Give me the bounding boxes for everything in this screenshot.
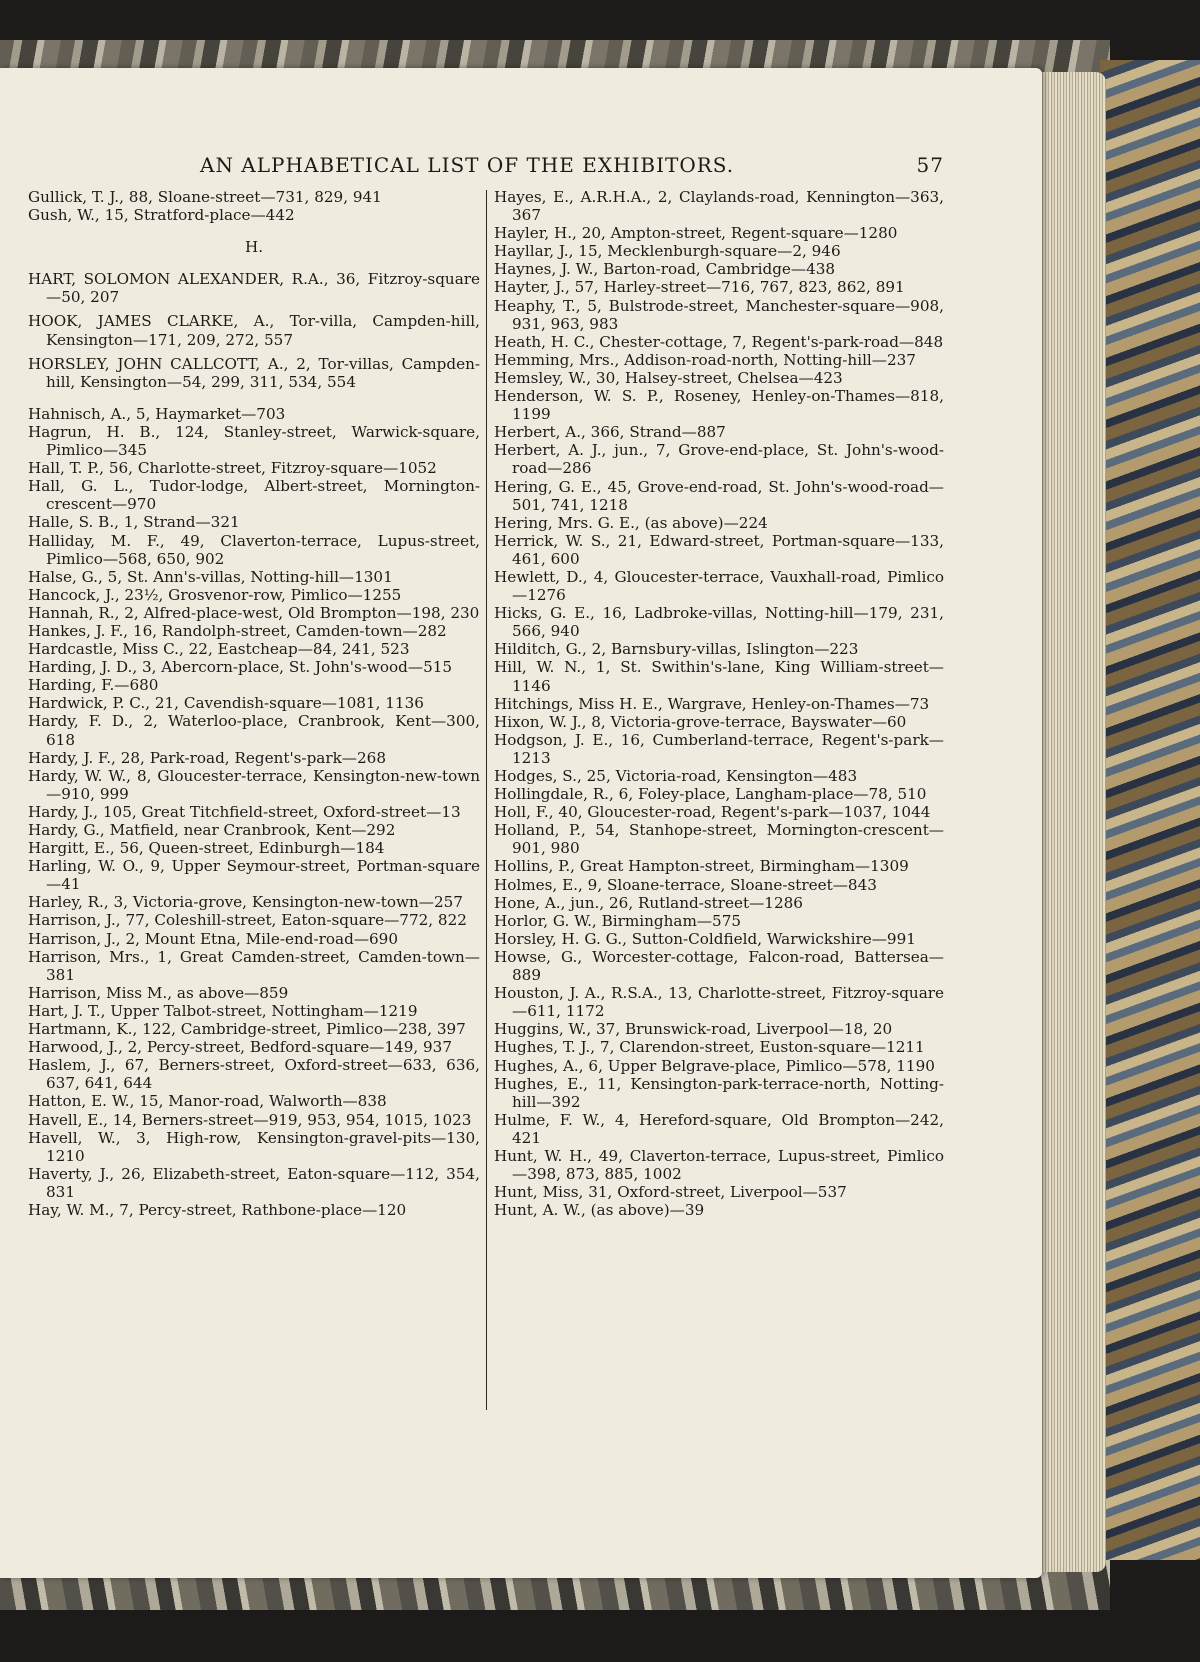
list-item: Hall, T. P., 56, Charlotte-street, Fitzroy-square—1052 (28, 459, 437, 478)
list-item-member: HORSLEY, JOHN CALLCOTT, A., 2, Tor-villas, Campden-hill, Kensington—54, 299, 311, 534, 554 (28, 354, 480, 391)
list-item: Haverty, J., 26, Elizabeth-street, Eaton-square—112, 354, 831 (28, 1164, 480, 1201)
list-item: Hewlett, D., 4, Gloucester-terrace, Vauxhall-road, Pimlico—1276 (494, 567, 944, 605)
list-item: Heaphy, T., 5, Bulstrode-street, Manchester-square—908, 931, 963, 983 (494, 296, 944, 333)
list-item: Hering, G. E., 45, Grove-end-road, St. John's-wood-road—501, 741, 1218 (494, 477, 944, 514)
list-item: Hartmann, K., 122, Cambridge-street, Pimlico—238, 397 (28, 1020, 466, 1039)
list-item: Huggins, W., 37, Brunswick-road, Liverpool—18, 20 (494, 1020, 893, 1039)
list-item: Harley, R., 3, Victoria-grove, Kensington-new-town—257 (28, 893, 463, 912)
list-item: Hixon, W. J., 8, Victoria-grove-terrace, Bayswater—60 (494, 712, 907, 731)
list-item: Hering, Mrs. G. E., (as above)—224 (494, 513, 768, 532)
list-item: Hannah, R., 2, Alfred-place-west, Old Brompton—198, 230 (28, 603, 480, 622)
list-item-member: HART, SOLOMON ALEXANDER, R.A., 36, Fitzroy-square—50, 207 (28, 270, 480, 307)
list-item: Havell, W., 3, High-row, Kensington-gravel-pits—130, 1210 (28, 1128, 480, 1165)
list-item: Herbert, A., 366, Strand—887 (494, 423, 726, 442)
list-item: Holl, F., 40, Gloucester-road, Regent's-park—1037, 1044 (494, 803, 931, 822)
section-letter: H. (244, 238, 264, 257)
list-item: Hayler, H., 20, Ampton-street, Regent-square—1280 (494, 224, 898, 243)
list-item: Hughes, A., 6, Upper Belgrave-place, Pimlico—578, 1190 (494, 1056, 935, 1075)
list-item: Gullick, T. J., 88, Sloane-street—731, 829, 941 (28, 188, 382, 206)
list-item: Harrison, J., 77, Coleshill-street, Eaton-square—772, 822 (28, 911, 467, 930)
list-item: Hughes, T. J., 7, Clarendon-street, Euston-square—1211 (494, 1038, 925, 1057)
list-item: Hardcastle, Miss C., 22, Eastcheap—84, 241, 523 (28, 640, 410, 659)
list-item: Hardy, W. W., 8, Gloucester-terrace, Kensington-new-town—910, 999 (28, 766, 480, 803)
list-item: Hardy, J., 105, Great Titchfield-street, Oxford-street—13 (28, 802, 461, 821)
list-item: Hill, W. N., 1, St. Swithin's-lane, King William-street—1146 (494, 658, 944, 695)
list-item: Hagrun, H. B., 124, Stanley-street, Warwick-square, Pimlico—345 (28, 422, 480, 460)
list-item: Harwood, J., 2, Percy-street, Bedford-square—149, 937 (28, 1038, 452, 1057)
list-item: Hardwick, P. C., 21, Cavendish-square—1081, 1136 (28, 694, 424, 713)
list-item: Hardy, J. F., 28, Park-road, Regent's-park—268 (28, 748, 386, 767)
page-edges (1040, 72, 1106, 1572)
list-item: Hancock, J., 23½, Grosvenor-row, Pimlico—1255 (28, 585, 402, 604)
list-item: Harrison, Miss M., as above—859 (28, 983, 289, 1002)
list-item: Hunt, A. W., (as above)—39 (494, 1201, 705, 1220)
list-item: Hargitt, E., 56, Queen-street, Edinburgh—184 (28, 839, 385, 858)
list-item: Haslem, J., 67, Berners-street, Oxford-street—633, 636, 637, 641, 644 (28, 1056, 480, 1093)
list-item: Harding, F.—680 (28, 676, 159, 695)
list-item: Halle, S. B., 1, Strand—321 (28, 513, 240, 532)
list-item: Hall, G. L., Tudor-lodge, Albert-street, Mornington-crescent—970 (28, 477, 480, 514)
list-item: Hayter, J., 57, Harley-street—716, 767, 823, 862, 891 (494, 278, 905, 297)
list-item: Hicks, G. E., 16, Ladbroke-villas, Notting-hill—179, 231, 566, 940 (494, 604, 944, 641)
left-column (28, 188, 480, 1219)
list-item: Hayllar, J., 15, Mecklenburgh-square—2, 946 (494, 242, 841, 261)
right-column (494, 188, 944, 1219)
list-item-member: HOOK, JAMES CLARKE, A., Tor-villa, Campden-hill, Kensington—171, 209, 272, 557 (28, 312, 480, 349)
list-item: Holland, P., 54, Stanhope-street, Mornington-crescent—901, 980 (494, 821, 944, 858)
header-title: AN ALPHABETICAL LIST OF THE EXHIBITORS. (200, 153, 735, 177)
running-header (28, 153, 948, 179)
list-item: Hitchings, Miss H. E., Wargrave, Henley-on-Thames—73 (494, 694, 930, 713)
list-item: Houston, J. A., R.S.A., 13, Charlotte-street, Fitzroy-square—611, 1172 (494, 984, 944, 1021)
list-item: Harrison, J., 2, Mount Etna, Mile-end-road—690 (28, 929, 398, 948)
list-item: Halse, G., 5, St. Ann's-villas, Notting-hill—1301 (28, 567, 393, 586)
list-item: Harrison, Mrs., 1, Great Camden-street, Camden-town—381 (28, 947, 480, 984)
list-item: Hayes, E., A.R.H.A., 2, Claylands-road, Kennington—363, 367 (494, 188, 944, 225)
list-item: Haynes, J. W., Barton-road, Cambridge—438 (494, 260, 836, 279)
list-item: Horsley, H. G. G., Sutton-Coldfield, Warwickshire—991 (494, 929, 916, 948)
list-item: Harding, J. D., 3, Abercorn-place, St. John's-wood—515 (28, 658, 453, 677)
list-item: Hunt, Miss, 31, Oxford-street, Liverpool—537 (494, 1183, 847, 1202)
list-item: Horlor, G. W., Birmingham—575 (494, 911, 742, 930)
list-item: Halliday, M. F., 49, Claverton-terrace, Lupus-street, Pimlico—568, 650, 902 (28, 531, 480, 568)
list-item: Hulme, F. W., 4, Hereford-square, Old Brompton—242, 421 (494, 1110, 944, 1147)
list-item: Hollingdale, R., 6, Foley-place, Langham-place—78, 510 (494, 785, 927, 804)
list-item: Gush, W., 15, Stratford-place—442 (28, 206, 295, 225)
list-item: Holmes, E., 9, Sloane-terrace, Sloane-street—843 (494, 875, 877, 894)
list-item: Hart, J. T., Upper Talbot-street, Nottingham—1219 (28, 1001, 418, 1020)
list-item: Henderson, W. S. P., Roseney, Henley-on-Thames—818, 1199 (494, 387, 944, 424)
list-item: Hay, W. M., 7, Percy-street, Rathbone-place—120 (28, 1200, 407, 1219)
list-item: Herrick, W. S., 21, Edward-street, Portman-square—133, 461, 600 (494, 531, 944, 568)
list-item: Hardy, F. D., 2, Waterloo-place, Cranbrook, Kent—300, 618 (28, 712, 480, 749)
list-item: Hemsley, W., 30, Halsey-street, Chelsea—423 (494, 368, 843, 387)
list-item: Hodges, S., 25, Victoria-road, Kensington—483 (494, 767, 858, 785)
list-item: Hollins, P., Great Hampton-street, Birmingham—1309 (494, 857, 909, 876)
list-item: Hankes, J. F., 16, Randolph-street, Camden-town—282 (28, 621, 447, 640)
list-item: Hilditch, G., 2, Barnsbury-villas, Islington—223 (494, 640, 859, 659)
column-divider (486, 190, 487, 1410)
list-item: Hone, A., jun., 26, Rutland-street—1286 (494, 893, 803, 912)
list-item: Heath, H. C., Chester-cottage, 7, Regent's-park-road—848 (494, 332, 944, 351)
list-item: Hodgson, J. E., 16, Cumberland-terrace, Regent's-park—1213 (494, 730, 944, 767)
list-item: Hahnisch, A., 5, Haymarket—703 (28, 404, 286, 423)
marbled-endpaper-right (1100, 60, 1200, 1560)
list-item: Hatton, E. W., 15, Manor-road, Walworth—838 (28, 1092, 387, 1111)
list-item: Harling, W. O., 9, Upper Seymour-street, Portman-square—41 (28, 857, 480, 894)
list-item: Herbert, A. J., jun., 7, Grove-end-place, St. John's-wood-road—286 (494, 441, 944, 478)
list-item: Hardy, G., Matfield, near Cranbrook, Kent—292 (28, 821, 396, 839)
list-item: Havell, E., 14, Berners-street—919, 953, 954, 1015, 1023 (28, 1110, 472, 1129)
page-number: 57 (916, 153, 944, 177)
list-item: Hunt, W. H., 49, Claverton-terrace, Lupus-street, Pimlico—398, 873, 885, 1002 (494, 1146, 944, 1184)
list-item: Hemming, Mrs., Addison-road-north, Notting-hill—237 (494, 350, 916, 369)
list-item: Howse, G., Worcester-cottage, Falcon-road, Battersea—889 (494, 947, 944, 985)
list-item: Hughes, E., 11, Kensington-park-terrace-north, Notting-hill—392 (494, 1074, 944, 1111)
